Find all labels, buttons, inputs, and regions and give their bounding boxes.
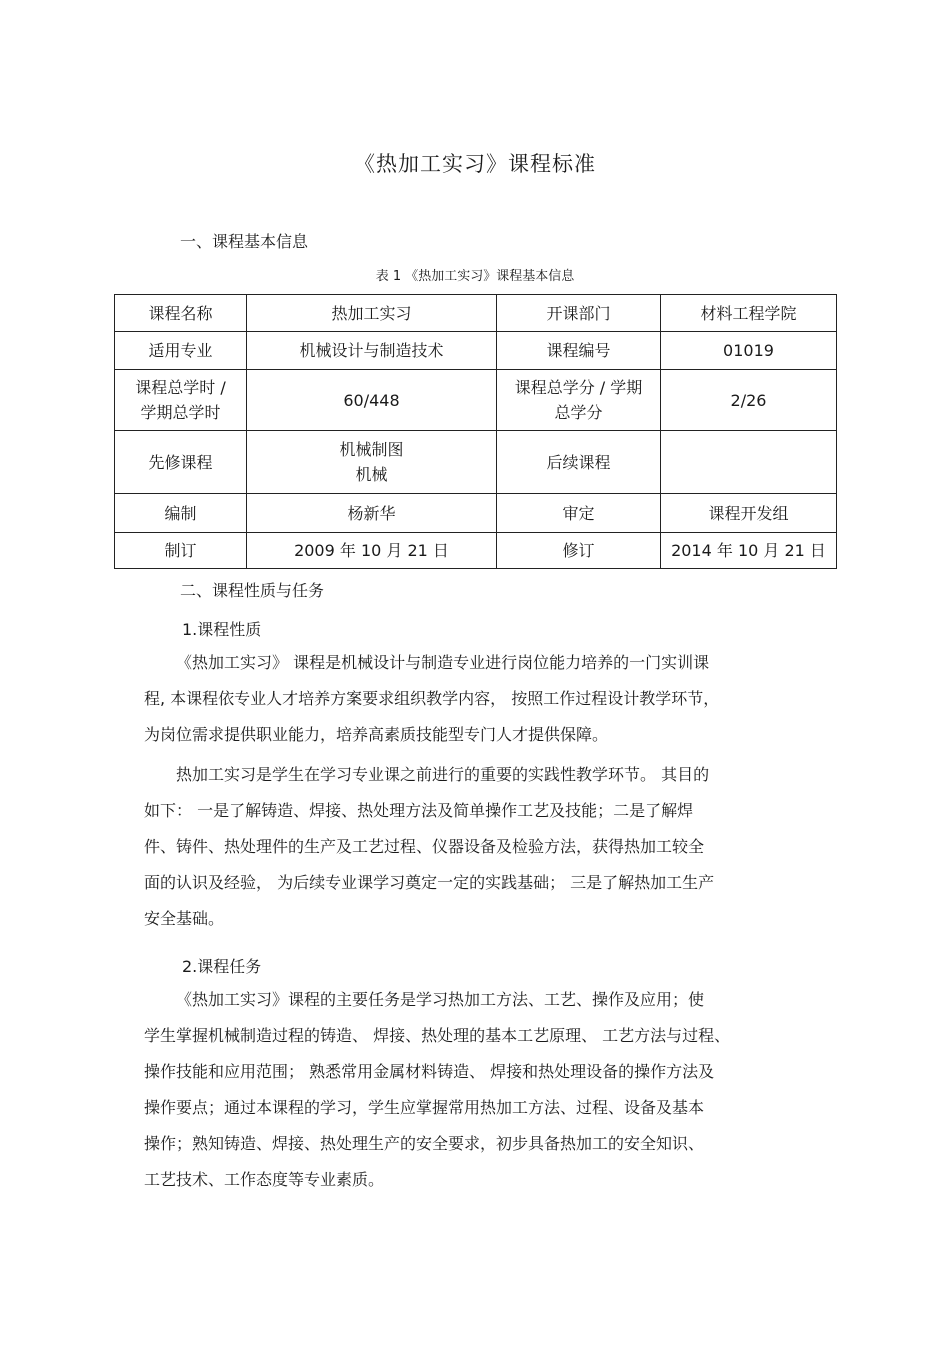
- cell-line: 机械制图: [339, 440, 404, 459]
- table-cell: [247, 431, 497, 494]
- table-cell: [115, 370, 247, 431]
- table-cell: [661, 431, 837, 494]
- table-cell: 杨新华: [247, 494, 497, 533]
- table-cell: 开课部门: [497, 295, 661, 332]
- table-cell: 2014 年 10 月 21 日: [661, 533, 837, 569]
- table-cell: 热加工实习: [247, 295, 497, 332]
- paragraph-line: 工艺技术、工作态度等专业素质。: [144, 1170, 385, 1189]
- cell-line: 机械: [355, 465, 388, 484]
- paragraph-line: 件、铸件、热处理件的生产及工艺过程、仪器设备及检验方法，获得热加工较全: [144, 837, 705, 856]
- paragraph-line: 操作要点；通过本课程的学习，学生应掌握常用热加工方法、过程、设备及基本: [144, 1098, 705, 1117]
- table-cell: 材料工程学院: [661, 295, 837, 332]
- table-cell: 2009 年 10 月 21 日: [247, 533, 497, 569]
- table-cell: 适用专业: [115, 332, 247, 370]
- paragraph-line: 程, 本课程依专业人才培养方案要求组织教学内容， 按照工作过程设计教学环节，: [144, 689, 720, 708]
- section-heading-nature-tasks: 二、课程性质与任务: [180, 581, 325, 600]
- table-cell: 课程编号: [497, 332, 661, 370]
- table-row: [115, 431, 837, 494]
- paragraph-line: 面的认识及经验， 为后续专业课学习奠定一定的实践基础； 三是了解热加工生产: [144, 873, 715, 892]
- paragraph-line: 热加工实习是学生在学习专业课之前进行的重要的实践性教学环节。 其目的: [176, 765, 710, 784]
- paragraph-course-nature: [144, 645, 820, 753]
- table-cell: 制订: [115, 533, 247, 569]
- cell-line: 总学分: [554, 403, 603, 422]
- table-cell: 修订: [497, 533, 661, 569]
- table-row: [115, 295, 837, 332]
- paragraph-line: 《热加工实习》 课程是机械设计与制造专业进行岗位能力培养的一门实训课: [176, 653, 710, 672]
- paragraph-line: 操作技能和应用范围； 熟悉常用金属材料铸造、 焊接和热处理设备的操作方法及: [144, 1062, 715, 1081]
- table-cell: 审定: [497, 494, 661, 533]
- table-cell: 01019: [661, 332, 837, 370]
- paragraph-line: 为岗位需求提供职业能力，培养高素质技能型专门人才提供保障。: [144, 725, 609, 744]
- paragraph-line: 如下： 一是了解铸造、焊接、热处理方法及简单操作工艺及技能；二是了解焊: [144, 801, 694, 820]
- paragraph-practice-goals: [144, 757, 820, 937]
- section-heading-basic-info: 一、课程基本信息: [180, 232, 309, 251]
- paragraph-line: 安全基础。: [144, 909, 225, 928]
- table-cell: 后续课程: [497, 431, 661, 494]
- page-title: 《热加工实习》课程标准: [354, 152, 596, 176]
- table-cell: 编制: [115, 494, 247, 533]
- cell-line: 学期总学时: [140, 403, 221, 422]
- table-cell: 课程开发组: [661, 494, 837, 533]
- table-caption: 表 1 《热加工实习》课程基本信息: [375, 269, 575, 284]
- cell-line: 课程总学分 / 学期: [514, 378, 643, 397]
- paragraph-line: 学生掌握机械制造过程的铸造、 焊接、热处理的基本工艺原理、 工艺方法与过程、: [144, 1026, 731, 1045]
- course-info-table: [114, 294, 837, 569]
- paragraph-line: 《热加工实习》课程的主要任务是学习热加工方法、工艺、操作及应用；使: [176, 990, 705, 1009]
- paragraph-line: 操作；熟知铸造、焊接、热处理生产的安全要求，初步具备热加工的安全知识、: [144, 1134, 705, 1153]
- paragraph-course-tasks: [144, 982, 820, 1198]
- table-row: [115, 332, 837, 370]
- table-cell: 2/26: [661, 370, 837, 431]
- table-row: [115, 533, 837, 569]
- table-cell: 机械设计与制造技术: [247, 332, 497, 370]
- table-cell: [497, 370, 661, 431]
- subheading-course-nature: 1.课程性质: [182, 620, 262, 639]
- cell-line: 课程总学时 /: [135, 378, 226, 397]
- subheading-course-tasks: 2.课程任务: [182, 957, 262, 976]
- table-cell: 60/448: [247, 370, 497, 431]
- table-cell: 课程名称: [115, 295, 247, 332]
- table-row: [115, 494, 837, 533]
- table-row: [115, 370, 837, 431]
- table-cell: 先修课程: [115, 431, 247, 494]
